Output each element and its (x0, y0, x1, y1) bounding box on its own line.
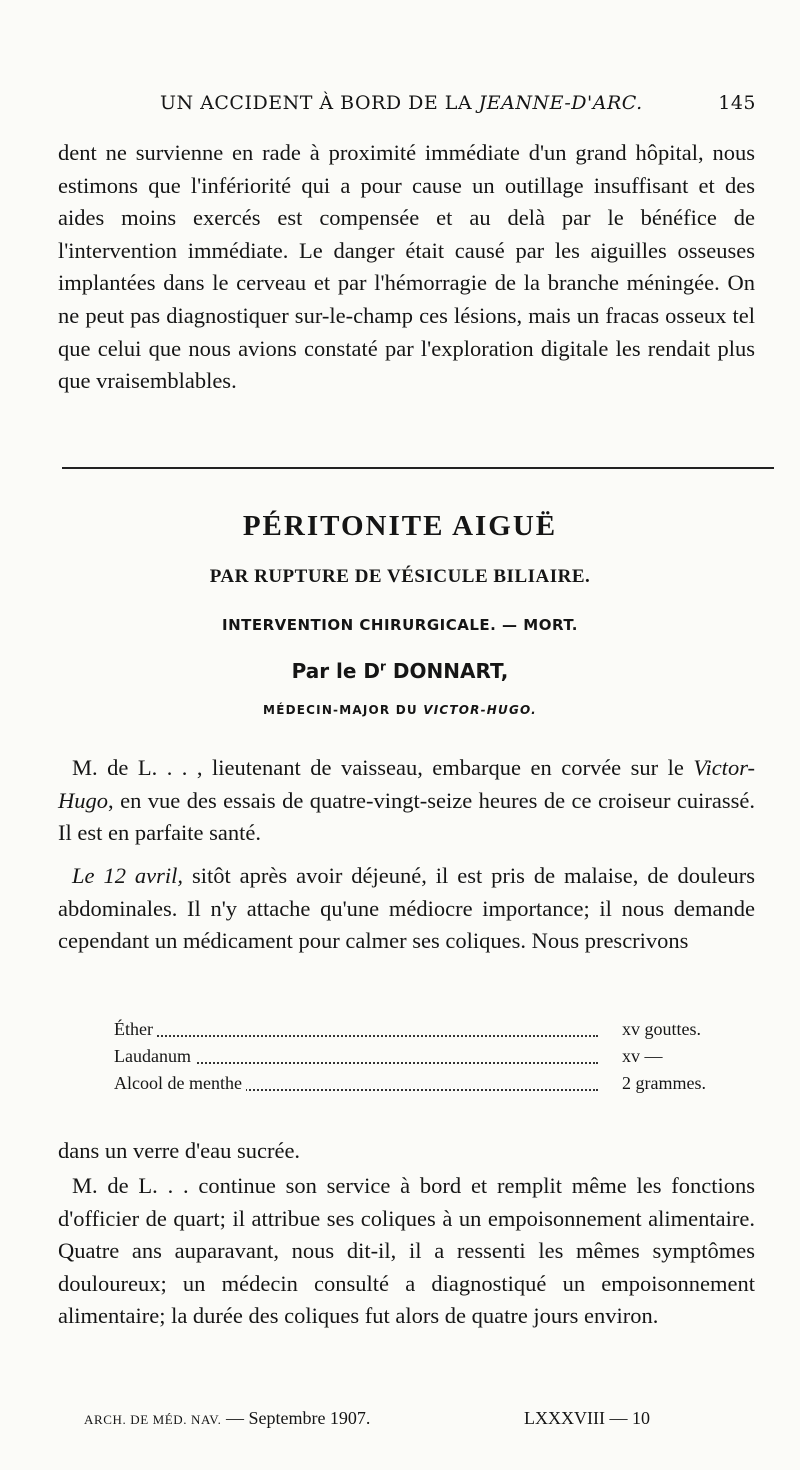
paragraph-dilution: dans un verre d'eau sucrée. (58, 1138, 301, 1163)
article-subhead: INTERVENTION CHIRURGICALE. — MORT. (221, 616, 578, 634)
ship-name: Victor-Hugo (58, 755, 755, 813)
dot-leader (114, 1016, 598, 1037)
prescription-quantity: xv gouttes. (622, 1019, 701, 1039)
running-title-ship: JEANNE-D'ARC. (478, 92, 643, 114)
prescription-row (114, 1016, 726, 1043)
prescription-table (114, 1016, 726, 1097)
article-title: PÉRITONITE AIGUË (242, 510, 558, 542)
author-role: MÉDECIN-MAJOR DU VICTOR-HUGO. (263, 703, 537, 717)
running-title: UN ACCIDENT À BORD DE LA JEANNE-D'ARC. (160, 92, 643, 114)
paragraph-case-intro: M. de L. . . , lieutenant de vaisseau, embarque en corvée sur le Victor-Hugo, en vue des essais de quatre-vingt-seize heures de ce croiseur cuirassé. Il est en parfaite santé. (58, 755, 755, 846)
page-number: 145 (718, 92, 756, 114)
prescription-row (114, 1070, 726, 1097)
article-subtitle: PAR RUPTURE DE VÉSICULE BILIAIRE. (209, 566, 591, 587)
paragraph-history: M. de L. . . continue son service à bord et remplit même les fonctions d'officier de quart; il attribue ses coliques à un empoisonnement alimentaire. Quatre ans auparavant, nous dit-il, il a ressenti les mêmes symptômes douloureux; un médecin consulté a diagnostiqué un empoisonnement alimentaire; la durée des coliques fut alors de quatre jours environ. (58, 1173, 755, 1329)
section-divider (62, 467, 774, 469)
signature-mark: LXXXVIII — 10 (524, 1408, 650, 1428)
prescription-quantity: 2 grammes. (622, 1073, 706, 1093)
paragraph-continued: dent ne survienne en rade à proximité immédiate d'un grand hôpital, nous estimons que l'infériorité qui a pour cause un outillage insuffisant et des aides moins exercés est compensée et au delà par le bénéfice de l'intervention immédiate. Le danger était causé par les aiguilles osseuses implantées dans le cerveau et par l'hémorragie de la branche méningée. On ne peut pas diagnostiquer sur-le-champ ces lésions, mais un fracas osseux tel que celui que nous avions constaté par l'exploration digitale les rendait plus que vraisemblables. (58, 140, 755, 394)
article-byline: Par le $D^r$ DONNART, (291, 659, 509, 683)
running-header (160, 92, 756, 122)
prescription-quantity: xv — (622, 1046, 663, 1066)
prescription-item: Alcool de menthe (114, 1070, 246, 1097)
prescription-row (114, 1043, 726, 1070)
page-footer (84, 1408, 684, 1436)
journal-citation: ARCH. DE MÉD. NAV. — Septembre 1907. (84, 1408, 371, 1428)
case-date: Le 12 avril, (72, 863, 184, 888)
prescription-item: Éther (114, 1016, 157, 1043)
prescription-item: Laudanum (114, 1043, 195, 1070)
paragraph-onset: Le 12 avril, sitôt après avoir déjeuné, il est pris de malaise, de douleurs abdominales. Il n'y attache qu'une médiocre importance; il nous demande cependant un médicament pour calmer ses coliques. Nous prescrivons (58, 863, 755, 954)
